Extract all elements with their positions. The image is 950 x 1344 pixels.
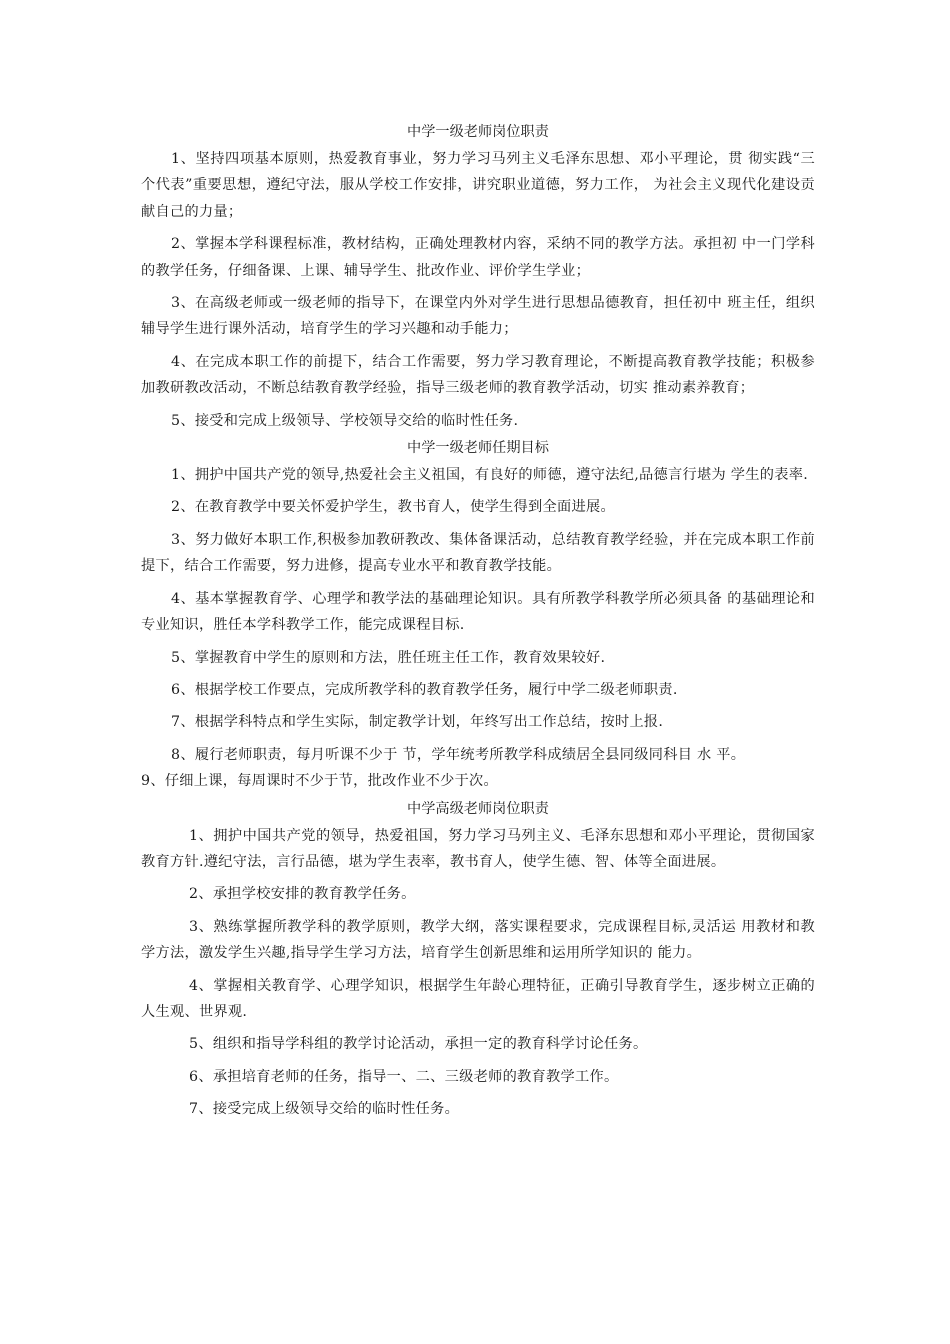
duty-item: 4、掌握相关教育学、心理学知识，根据学生年龄心理特征，正确引导教育学生，逐步树立正确的人生观、世界观. xyxy=(141,977,815,1020)
duty-item: 5、接受和完成上级领导、学校领导交给的临时性任务. xyxy=(171,412,519,429)
duty-item: 4、在完成本职工作的前提下，结合工作需要，努力学习教育理论，不断提高教育教学技能；积极参加教研教改活动，不断总结教育教学经验，指导三级老师的教育教学活动，切实 推动素养教育； xyxy=(141,353,815,397)
duty-item: 5、组织和指导学科组的教学讨论活动，承担一定的教育科学讨论任务。 xyxy=(189,1036,648,1053)
goal-item: 6、根据学校工作要点，完成所教学科的教育教学任务，履行中学二级老师职责. xyxy=(171,681,678,698)
document-page xyxy=(141,118,815,1129)
goal-item: 5、掌握教育中学生的原则和方法，胜任班主任工作，教育效果较好. xyxy=(171,649,606,666)
duty-item: 1、拥护中国共产党的领导，热爱祖国，努力学习马列主义、毛泽东思想和邓小平理论，贯彻国家教育方针.遵纪守法，言行品德，堪为学生表率，教书育人，使学生德、智、体等全面进展。 xyxy=(141,827,815,870)
goal-item: 2、在教育教学中要关怀爱护学生，教书育人，使学生得到全面进展。 xyxy=(171,499,615,516)
section-title: 中学高级老师岗位职责 xyxy=(407,800,549,817)
section-title: 中学一级老师岗位职责 xyxy=(407,124,549,140)
duty-item: 3、熟练掌握所教学科的教学原则，教学大纲，落实课程要求，完成课程目标,灵活运 用教材和教学方法，激发学生兴趣,指导学生学习方法，培育学生创新思维和运用所学知识的 能力。 xyxy=(141,918,815,962)
duty-item: 7、接受完成上级领导交给的临时性任务。 xyxy=(189,1101,460,1118)
goal-item: 9、仔细上课，每周课时不少于节，批改作业不少于次。 xyxy=(141,773,499,790)
goal-item: 7、根据学科特点和学生实际，制定教学计划，年终写出工作总结，按时上报. xyxy=(171,714,664,731)
duty-item: 2、掌握本学科课程标准，教材结构，正确处理教材内容，采纳不同的教学方法。承担初 中一门学科的教学任务，仔细备课、上课、辅导学生、批改作业、评价学生学业； xyxy=(141,236,815,279)
goal-item: 1、拥护中国共产党的领导,热爱社会主义祖国，有良好的师德，遵守法纪,品德言行堪为 学生的表率. xyxy=(171,467,809,484)
goal-item: 8、履行老师职责，每月听课不少于 节，学年统考所教学科成绩居全县同级同科目 水 平。 xyxy=(171,746,746,763)
goal-item: 4、基本掌握教育学、心理学和教学法的基础理论知识。具有所教学科教学所必须具备 的基础理论和专业知识，胜任本学科教学工作，能完成课程目标. xyxy=(141,590,815,634)
duty-item: 3、在高级老师或一级老师的指导下，在课堂内外对学生进行思想品德教育，担任初中 班主任，组织辅导学生进行课外活动，培育学生的学习兴趣和动手能力； xyxy=(141,295,815,338)
goal-item: 3、努力做好本职工作,积极参加教研教改、集体备课活动，总结教育教学经验，并在完成本职工作前提下，结合工作需要，努力进修，提高专业水平和教育教学技能。 xyxy=(141,531,815,575)
duty-item: 6、承担培育老师的任务，指导一、二、三级老师的教育教学工作。 xyxy=(189,1068,619,1085)
duty-item: 1、坚持四项基本原则，热爱教育事业，努力学习马列主义毛泽东思想、邓小平理论，贯 彻实践“三个代表”重要思想，遵纪守法，服从学校工作安排，讲究职业道德，努力工作， 为社会主义现代化建设贡献自己的力量； xyxy=(141,151,815,220)
section-title: 中学一级老师任期目标 xyxy=(407,440,549,457)
duty-item: 2、承担学校安排的教育教学任务。 xyxy=(189,886,416,903)
